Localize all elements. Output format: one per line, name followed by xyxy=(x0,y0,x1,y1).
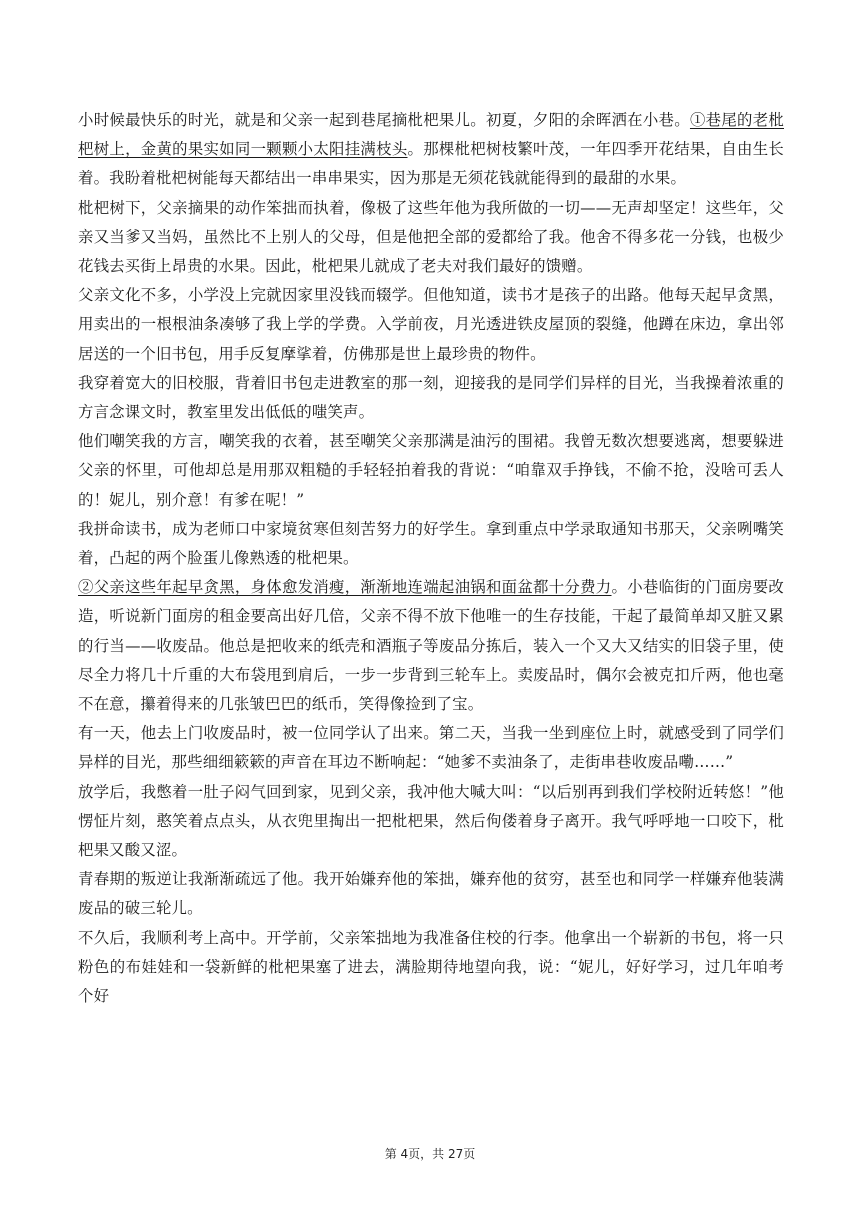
paragraph-text: 他们嘲笑我的方言，嘲笑我的衣着，甚至嘲笑父亲那满是油污的围裙。我曾无数次想要逃离，想要躲进父亲的怀里，可他却总是用那双粗糙的手轻轻拍着我的背说：“咱靠双手挣钱，不偷不抢，没啥可丢人的！妮儿，别介意！有爹在呢！” xyxy=(78,432,784,509)
paragraph xyxy=(78,573,784,719)
paragraph xyxy=(78,281,784,369)
underlined-sentence: ①巷尾的老枇杷树上，金黄的果实如同一颗颗小太阳挂满枝头 xyxy=(78,111,784,159)
paragraph xyxy=(78,369,784,427)
paragraph-text: 放学后，我憋着一肚子闷气回到家，见到父亲，我冲他大喊大叫：“以后别再到我们学校附近转悠！”他愣怔片刻，憨笑着点点头，从衣兜里掏出一把枇杷果，然后佝偻着身子离开。我气呼呼地一口咬下，枇杷果又酸又涩。 xyxy=(78,782,784,860)
paragraph-text: 有一天，他去上门收废品时，被一位同学认了出来。第二天，当我一坐到座位上时，就感受到了同学们异样的目光，那些细细簌簌的声音在耳边不断响起：“她爹不卖油条了，走街串巷收废品嘞……” xyxy=(78,724,784,772)
paragraph xyxy=(78,719,784,777)
paragraph xyxy=(78,865,784,923)
paragraph xyxy=(78,427,784,515)
paragraph-text: 枇杷树下，父亲摘果的动作笨拙而执着，像极了这些年他为我所做的一切——无声却坚定！这些年，父亲又当爹又当妈，虽然比不上别人的父母，但是他把全部的爱都给了我。他舍不得多花一分钱，也极少花钱去买街上昂贵的水果。因此，枇杷果儿就成了老夫对我们最好的馈赠。 xyxy=(78,198,784,276)
paragraph-text: 我拼命读书，成为老师口中家境贫寒但刻苦努力的好学生。拿到重点中学录取通知书那天，父亲咧嘴笑着，凸起的两个脸蛋儿像熟透的枇杷果。 xyxy=(78,519,784,568)
underlined-sentence: ②父亲这些年起早贪黑，身体愈发消瘦，渐渐地连端起油锅和面盆都十分费力 xyxy=(78,578,612,597)
paragraph-text: 父亲文化不多，小学没上完就因家里没钱而辍学。但他知道，读书才是孩子的出路。他每天起早贪黑，用卖出的一根根油条凑够了我上学的学费。入学前夜，月光透进铁皮屋顶的裂缝，他蹲在床边，拿出邻居送的一个旧书包，用手反复摩挲着，仿佛那是世上最珍贵的物件。 xyxy=(78,286,784,363)
paragraph-text: 。那棵枇杷树枝繁叶茂，一年四季开花结果，自由生长着。我盼着枇杷树能每天都结出一串串果实，因为那是无须花钱就能得到的最甜的水果。 xyxy=(78,140,784,188)
article-body xyxy=(78,106,784,1011)
paragraph-text: 小时候最快乐的时光，就是和父亲一起到巷尾摘枇杷果儿。初夏，夕阳的余晖洒在小巷。 xyxy=(78,111,690,129)
paragraph-text: 不久后，我顺利考上高中。开学前，父亲笨拙地为我准备住校的行李。他拿出一个崭新的书包，将一只粉色的布娃娃和一袋新鲜的枇杷果塞了进去，满脸期待地望向我，说：“妮儿，好好学习，过几年咱考个好 xyxy=(78,928,784,1006)
paragraph-text: 我穿着宽大的旧校服，背着旧书包走进教室的那一刻，迎接我的是同学们异样的目光，当我操着浓重的方言念课文时，教室里发出低低的嗤笑声。 xyxy=(78,373,784,422)
paragraph xyxy=(78,515,784,573)
paragraph-text: 。小巷临街的门面房要改造，听说新门面房的租金要高出好几倍，父亲不得不放下他唯一的生存技能，干起了最简单却又脏又累的行当——收废品。他总是把收来的纸壳和酒瓶子等废品分拣后，装入一个又大又结实的旧袋子里，使尽全力将几十斤重的大布袋甩到肩后，一步一步背到三轮车上。卖废品时，偶尔会被克扣斤两，他也毫不在意，攥着得来的几张皱巴巴的纸币，笑得像捡到了宝。 xyxy=(78,578,784,714)
paragraph xyxy=(78,778,784,866)
page-footer: 第 4页，共 27页 xyxy=(384,1147,476,1161)
paragraph xyxy=(78,924,784,1012)
paragraph-text: 青春期的叛逆让我渐渐疏远了他。我开始嫌弃他的笨拙，嫌弃他的贫穷，甚至也和同学一样嫌弃他装满废品的破三轮儿。 xyxy=(78,870,784,918)
paragraph xyxy=(78,194,784,282)
paragraph xyxy=(78,106,784,194)
